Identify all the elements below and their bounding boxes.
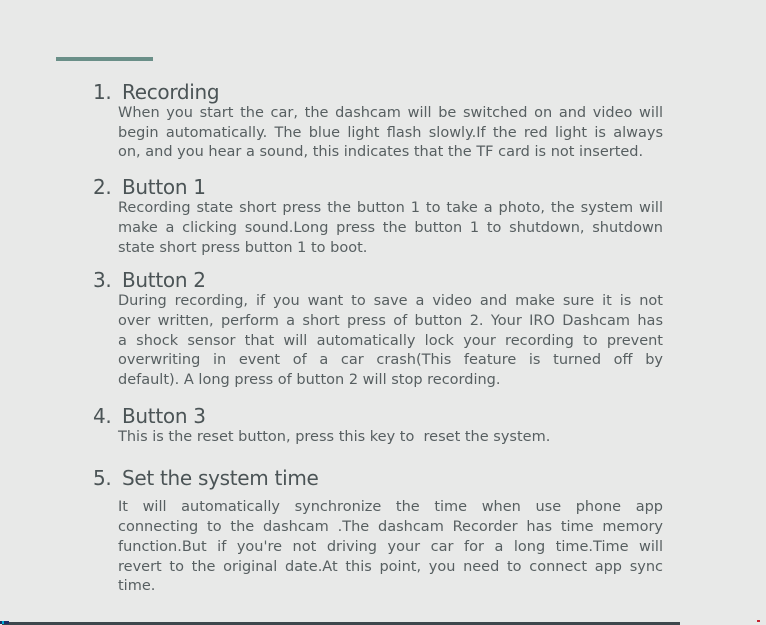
section-body xyxy=(118,199,663,258)
section-heading xyxy=(93,80,673,104)
section-title: Button 1 xyxy=(122,175,206,200)
section-number: 1. xyxy=(93,80,112,104)
section-button-1 xyxy=(93,175,673,258)
manual-page-content xyxy=(93,80,673,597)
body-line: revert to the original date.At this point, you need to connect app sync xyxy=(118,558,663,575)
section-heading xyxy=(93,466,673,490)
body-line: During recording, if you want to save a video and make sure it is not xyxy=(118,293,663,310)
body-line: It will automatically synchronize the time when use phone app xyxy=(118,499,663,516)
section-body xyxy=(118,428,663,448)
section-title: Button 2 xyxy=(122,268,206,293)
body-line: state short press button 1 to boot. xyxy=(118,239,368,256)
body-line: default). A long press of button 2 will stop recording. xyxy=(118,372,501,389)
section-body xyxy=(118,104,663,163)
section-title: Set the system time xyxy=(122,466,319,491)
body-line: This is the reset button, press this key to reset the system. xyxy=(118,428,551,445)
body-line: connecting to the dashcam .The dashcam Recorder has time memory xyxy=(118,519,663,536)
body-line: on, and you hear a sound, this indicates that the TF card is not inserted. xyxy=(118,144,644,161)
body-line: Recording state short press the button 1 to take a photo, the system will xyxy=(118,200,663,217)
corner-mark-highlight xyxy=(2,621,4,624)
body-line: time. xyxy=(118,578,156,595)
body-line: a shock sensor that will automatically lock your recording to prevent xyxy=(118,332,663,349)
body-line: When you start the car, the dashcam will be switched on and video will xyxy=(118,105,663,121)
section-button-2 xyxy=(93,268,673,391)
body-line: function.But if you're not driving your car for a long time.Time will xyxy=(118,538,663,555)
section-recording xyxy=(93,80,673,163)
body-line: overwriting in event of a car crash(This feature is turned off by xyxy=(118,352,663,369)
corner-dot xyxy=(757,620,760,622)
body-line: over written, perform a short press of button 2. Your IRO Dashcam has xyxy=(118,312,663,329)
section-title: Button 3 xyxy=(122,403,206,428)
section-set-system-time xyxy=(93,466,673,597)
section-number: 4. xyxy=(93,403,112,428)
accent-line xyxy=(56,57,153,61)
section-heading xyxy=(93,268,673,292)
section-number: 2. xyxy=(93,175,112,200)
body-line: begin automatically. The blue light flash slowly.If the red light is always xyxy=(118,124,663,141)
section-title: Recording xyxy=(122,80,220,104)
section-number: 5. xyxy=(93,466,112,491)
section-body xyxy=(118,292,663,391)
body-line: make a clicking sound.Long press the button 1 to shutdown, shutdown xyxy=(118,219,663,236)
section-button-3 xyxy=(93,404,673,448)
section-heading xyxy=(93,175,673,199)
section-body xyxy=(118,498,663,597)
section-number: 3. xyxy=(93,268,112,293)
section-heading xyxy=(93,404,673,428)
